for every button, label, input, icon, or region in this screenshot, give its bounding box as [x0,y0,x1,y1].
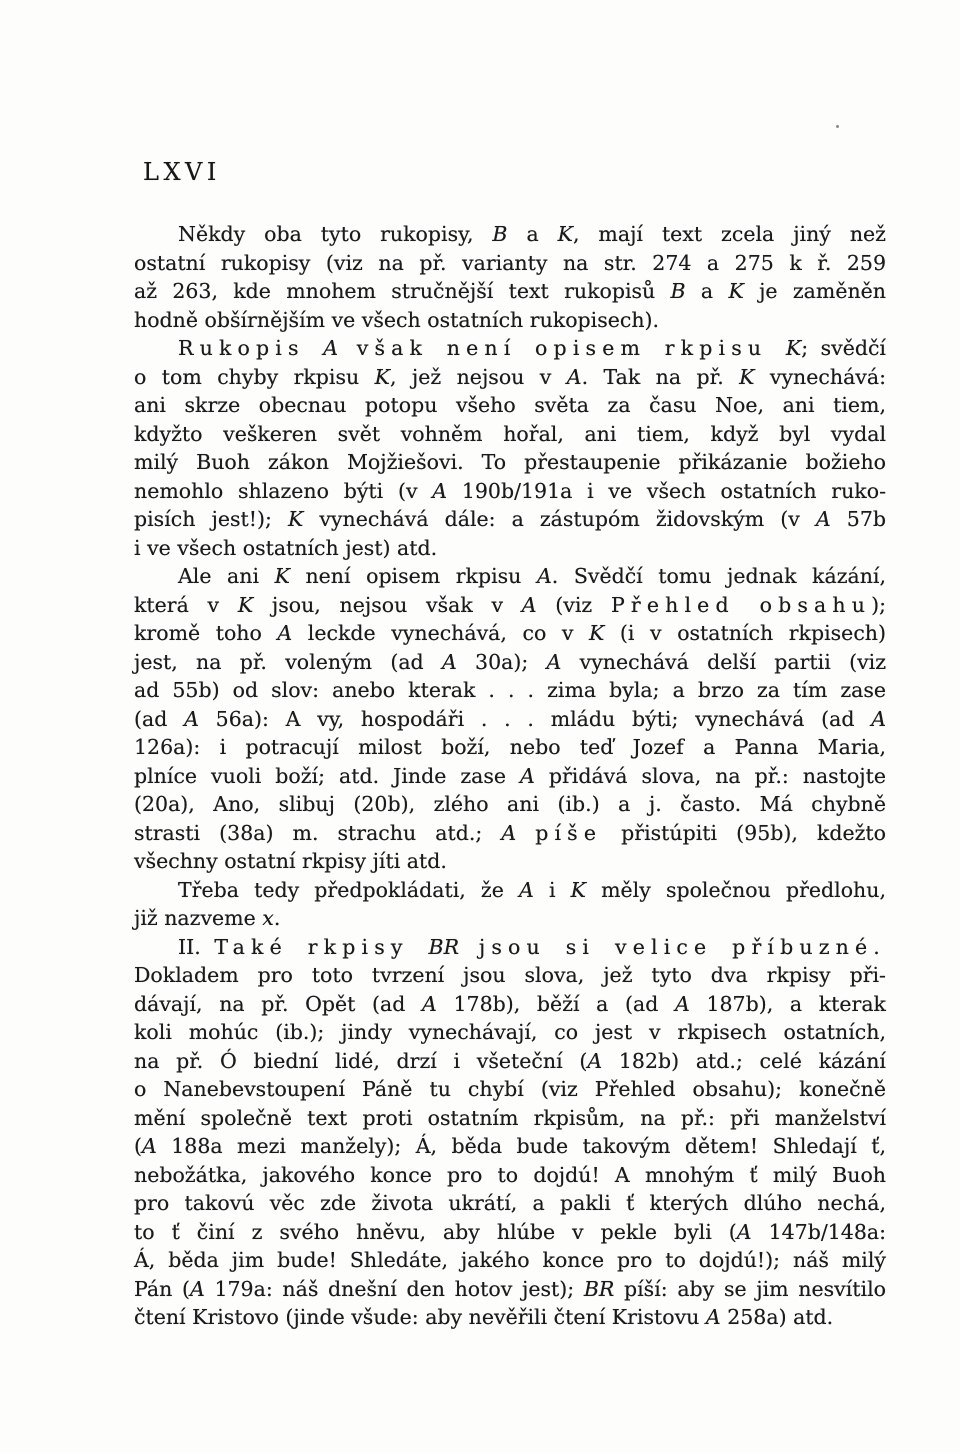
manuscript-siglum: A [587,1048,603,1073]
text-segment: již nazveme [134,906,263,930]
text-segment: ); [871,592,887,617]
text-segment: . [273,906,281,930]
text-segment: mění společně text proti ostatním rkpisům, na př.: při manželství [134,1105,886,1130]
text-segment: čtení Kristovo (jinde všude: aby nevěřili čtení Kristovu [134,1305,706,1329]
manuscript-siglum: A [323,336,339,360]
text-line [134,876,886,905]
text-line [134,1132,886,1161]
text-segment: není opisem rkpisu [289,564,537,588]
text-segment: o tom chyby rkpisu [134,364,375,389]
text-line [134,705,886,734]
text-segment [516,821,535,845]
text-line [134,534,886,563]
manuscript-siglum: B [492,222,508,246]
text-segment: Také rkpisy [214,934,429,959]
manuscript-siglum: B [670,279,686,303]
text-segment: nebožátka, jakového konce pro to dojdú! A mnohým ť milý Buoh [134,1162,886,1187]
text-segment: milý Buoh zákon Mojžiešovi. To přestaupenie přikázanie božieho [134,450,886,474]
text-segment: hodně obšírnějším ve všech ostatních rukopisech). [134,307,660,332]
text-segment: . Tak na př. [581,364,740,389]
text-segment: Á, běda jim bude! Shledáte, jakého konce pro to dojdú!); náš milý [134,1248,886,1272]
manuscript-siglum: K [739,364,755,389]
text-segment: 179a: náš dnešní den hotov jest); [204,1276,584,1301]
text-segment: až 263, kde mnohem stručnější text rukopisů [134,279,671,303]
text-segment: plníce vuoli boží; atd. Jinde zase [134,763,521,788]
text-line [134,790,886,819]
text-segment: jsou si velice příbuzné. [459,934,886,959]
manuscript-siglum: A [277,621,293,645]
text-segment: 178b), běží a (ad [436,991,676,1016]
manuscript-siglum: K [785,336,802,360]
text-segment: a [507,222,558,246]
text-segment: 190b/191a i ve všech ostatních ruko- [447,478,886,503]
manuscript-siglum: K [274,564,290,588]
text-segment: . Svědčí tomu jednak kázání, [551,564,886,588]
text-line [134,220,886,249]
text-block [134,220,886,1332]
manuscript-siglum: A [142,1134,157,1158]
text-line [134,249,886,278]
text-segment: jest, na př. voleným (ad [134,649,442,674]
text-segment: i [533,877,571,902]
manuscript-siglum: K [570,877,586,902]
text-segment: leckde vynechává, co v [292,621,590,645]
text-line [134,1275,886,1304]
manuscript-siglum: A [189,1276,205,1301]
manuscript-siglum: A [521,592,537,617]
text-line [134,733,886,762]
text-line [134,1189,886,1218]
text-segment: to ť činí z svého hněvu, aby hlúbe v pekle byli ( [134,1219,737,1244]
text-segment: pro takovú věc zde života ukrátí, a pakli ť kterých dlúho nechá, [134,1191,886,1215]
text-segment: kdyžto veškeren svět vohněm hořal, ani tiem, když byl vydal [134,421,886,446]
text-segment: 57b [830,507,886,531]
text-segment: vynechává dále: a zástupóm židovským (v [303,507,816,531]
text-segment: ; svědčí [801,336,886,360]
text-segment: 30a); [456,649,547,674]
manuscript-siglum: K [287,507,304,531]
text-segment: která v [134,592,238,617]
text-segment: Ale ani [178,564,275,588]
text-segment: o Nanebevstoupení Páně tu chybí (viz Přehled obsahu); konečně [134,1077,886,1101]
manuscript-siglum: A [536,564,552,588]
text-segment: 258a) atd. [720,1305,834,1329]
manuscript-siglum: A [566,364,582,389]
text-segment: ani skrze obecnau potopu všeho světa za času Noe, ani tiem, [134,393,886,417]
text-segment: Třeba tedy předpokládati, že [178,877,519,902]
manuscript-siglum: K [557,222,573,246]
text-segment: Někdy oba tyto rukopisy, [178,222,493,246]
text-segment: strasti (38a) m. strachu atd.; [134,820,502,845]
manuscript-siglum: A [519,877,534,902]
text-segment: (i v ostatních rkpisech) [604,621,886,645]
manuscript-siglum: A [871,706,887,731]
manuscript-siglum: A [501,820,517,845]
manuscript-siglum: K [374,364,390,389]
manuscript-siglum: A [441,649,457,674]
text-line [134,904,886,933]
manuscript-siglum: A [736,1219,752,1244]
manuscript-siglum: A [520,763,535,788]
text-segment: II. [178,934,215,959]
manuscript-siglum: K [728,279,744,303]
text-line [134,477,886,506]
text-segment: (20a), Ano, slibuj (20b), zlého ani (ib.) a j. často. Má chybně [134,792,886,816]
text-segment: (ad [134,706,185,731]
text-segment: je zaměněn [743,279,886,303]
text-segment: všechny ostatní rkpisy jíti atd. [134,849,447,873]
text-line [134,1218,886,1247]
text-segment: Pán ( [134,1276,190,1301]
text-segment: Přehled obsahu [610,592,872,617]
text-segment: na př. Ó biední lidé, drzí i všeteční ( [134,1048,588,1073]
text-segment: nemohlo shlazeno býti (v [134,478,433,503]
text-line [134,762,886,791]
scan-artifact [836,125,839,128]
text-segment: jsou, nejsou však v [253,592,522,617]
manuscript-siglum: A [675,991,690,1016]
text-segment: 182b) atd.; celé kázání [602,1048,886,1073]
text-segment: přidává slova, na př.: nastojte [534,763,887,788]
text-segment: vynechává: [754,364,886,389]
text-segment: 188a mezi manžely); Á, běda bude takovým dětem! Shledají ť, [156,1134,886,1158]
text-segment: měly společnou předlohu, [585,877,886,902]
text-line [134,819,886,848]
manuscript-siglum: A [422,991,437,1016]
text-line [134,391,886,420]
text-segment: Dokladem pro toto tvrzení jsou slova, jež tyto dva rkpisy při- [134,963,886,987]
text-line [134,1161,886,1190]
text-segment: 147b/148a: [751,1219,886,1244]
text-line [134,1104,886,1133]
text-segment: Rukopis [178,336,324,360]
manuscript-siglum: x [262,906,274,930]
text-line [134,1047,886,1076]
text-segment: ostatní rukopisy (viz na př. varianty na str. 274 a 275 k ř. 259 [134,250,886,275]
text-line [134,420,886,449]
text-segment: 187b), a kterak [689,991,886,1016]
manuscript-siglum: A [815,507,831,531]
text-segment: píší: aby se jim nesvítilo [614,1276,886,1301]
text-line [134,505,886,534]
text-line [134,448,886,477]
text-segment: přistúpiti (95b), kdežto [602,820,886,845]
text-segment: ad 55b) od slov: anebo kterak . . . zima byla; a brzo za tím zase [134,678,886,702]
text-segment: 126a): i potracují milost boží, nebo teď Jozef a Panna Maria, [134,735,886,759]
text-segment: a [685,279,729,303]
text-line [134,961,886,990]
text-line [134,1246,886,1275]
manuscript-siglum: A [184,706,199,731]
text-segment: kromě toho [134,621,278,645]
text-line [134,1075,886,1104]
text-segment: dávají, na př. Opět (ad [134,991,423,1016]
text-line [134,847,886,876]
text-line [134,562,886,591]
text-line [134,990,886,1019]
manuscript-siglum: K [237,592,254,617]
text-line [134,334,886,363]
text-segment: ( [134,1134,142,1158]
manuscript-siglum: A [705,1305,721,1329]
text-line [134,1018,886,1047]
manuscript-siglum: A [432,478,448,503]
text-segment: vynechává delší partii (viz [561,649,887,674]
text-segment: pisích jest!); [134,507,288,531]
text-line [134,306,886,335]
text-segment: však není opisem rkpisu [338,336,786,360]
manuscript-siglum: K [589,621,605,645]
page-number: LXVI [143,158,221,186]
text-line [134,277,886,306]
text-line [134,1303,886,1332]
manuscript-siglum: A [546,649,562,674]
text-line [134,676,886,705]
text-segment: 56a): A vy, hospodáři . . . mládu býti; vynechává (ad [198,706,872,731]
text-line [134,648,886,677]
text-segment: , jež nejsou v [389,364,567,389]
text-segment: i ve všech ostatních jest) atd. [134,535,438,560]
text-line [134,363,886,392]
text-segment: píše [535,820,603,845]
text-segment: , mají text zcela jiný než [572,222,886,246]
manuscript-siglum: BR [428,934,459,959]
text-line [134,933,886,962]
manuscript-siglum: BR [583,1276,615,1301]
text-line [134,619,886,648]
text-segment: (viz [536,592,611,617]
text-segment: koli mohúc (ib.); jindy vynechávají, co jest v rkpisech ostatních, [134,1020,886,1044]
text-line [134,591,886,620]
